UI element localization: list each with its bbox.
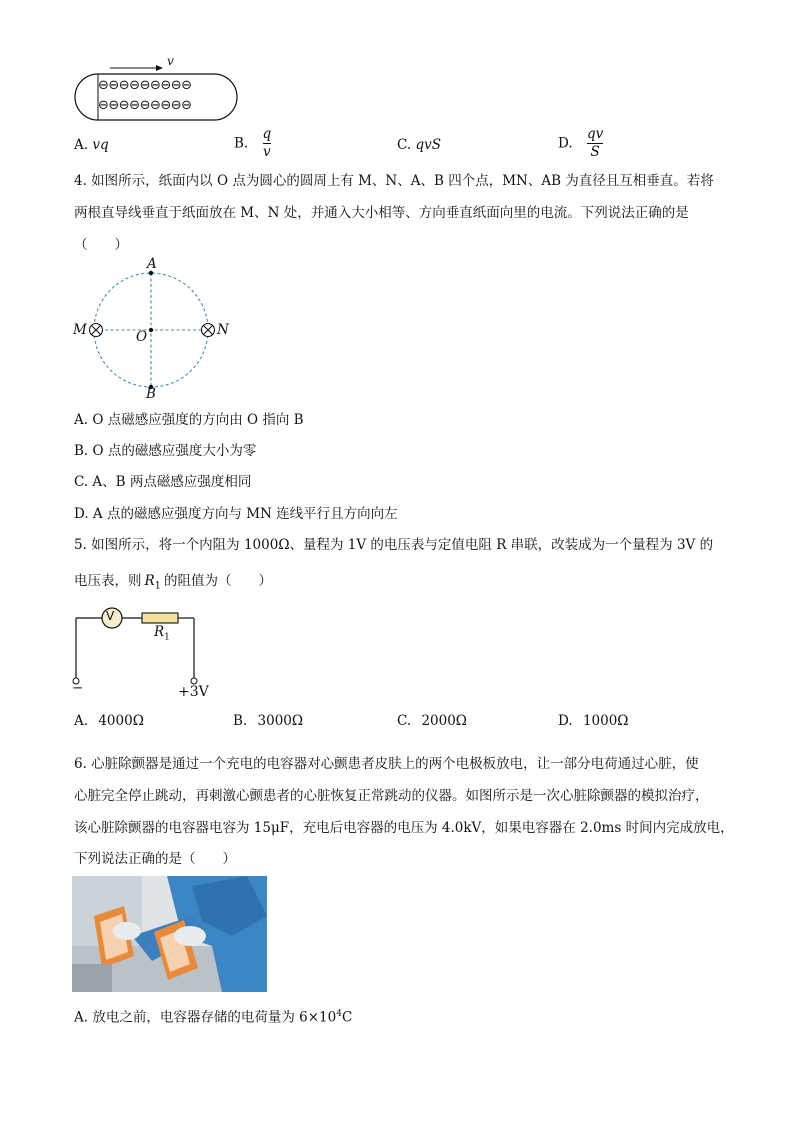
q4-stem-line-1: 4. 如图所示，纸面内以 O 点为圆心的圆周上有 M、N、A、B 四个点，MN、AB 为直径且互相垂直。若将 <box>74 173 714 189</box>
denominator: v <box>263 144 271 160</box>
q5-r1-symbol: R <box>144 573 155 589</box>
q4-option-b[interactable]: B. O 点的磁感应强度大小为零 <box>74 443 257 459</box>
point-label-b: B <box>146 386 156 402</box>
option-exponent: 4 <box>336 1009 342 1019</box>
fraction <box>587 127 603 160</box>
negative-terminal-label: − <box>72 680 84 696</box>
option-label: B. <box>234 135 249 152</box>
q6-defibrillator-photo <box>72 876 267 992</box>
q5-circuit-figure <box>66 600 226 706</box>
option-label: C. <box>397 713 412 729</box>
numerator: q <box>262 126 272 142</box>
point-label-n: N <box>217 322 229 338</box>
q4-circle-svg <box>70 256 240 404</box>
q5-option-c[interactable] <box>397 712 467 730</box>
q6-stem-line-1: 6. 心脏除颤器是通过一个充电的电容器对心颤患者皮肤上的两个电极板放电，让一部分电荷通过心脏，使 <box>74 756 699 772</box>
q4-stem-line-3: （ ） <box>74 237 128 253</box>
option-label: A. <box>74 137 89 153</box>
q6-option-a[interactable] <box>74 1005 352 1027</box>
option-label: B. <box>233 713 248 729</box>
defibrillator-photo-svg <box>72 876 267 992</box>
option-text: 4000Ω <box>98 713 144 729</box>
fraction <box>263 127 272 160</box>
q6-stem-line-2: 心脏完全停止跳动，再刺激心颤患者的心脏恢复正常跳动的仪器。如图所示是一次心脏除颤器的模拟治疗， <box>74 788 709 804</box>
denominator: S <box>590 144 600 160</box>
q5-r1-subscript: 1 <box>154 580 162 592</box>
q4-option-a[interactable]: A. O 点磁感应强度的方向由 O 指向 B <box>74 412 304 428</box>
q5-stem-suffix: 的阻值为（ ） <box>164 573 273 589</box>
option-text: vq <box>92 137 109 153</box>
q5-option-d[interactable] <box>558 712 629 730</box>
q6-stem-line-4: 下列说法正确的是（ ） <box>74 851 236 867</box>
q3-conductor-svg <box>72 60 242 126</box>
q3-conductor-figure <box>72 54 242 126</box>
numerator: qv <box>586 126 604 142</box>
positive-terminal-label: +3V <box>178 684 209 700</box>
point-label-m: M <box>73 322 87 338</box>
option-text: 3000Ω <box>257 713 304 729</box>
option-label: D. <box>558 135 573 152</box>
q4-option-d[interactable]: D. A 点的磁感应强度方向与 MN 连线平行且方向向左 <box>74 506 398 522</box>
q5-stem-line-1: 5. 如图所示，将一个内阻为 1000Ω、量程为 1V 的电压表与定值电阻 R 串联，改装成为一个量程为 3V 的 <box>74 537 714 553</box>
option-label: C. <box>397 137 412 153</box>
option-text: A. 放电之前，电容器存储的电荷量为 6×10 <box>74 1009 337 1026</box>
option-unit: C <box>341 1009 353 1026</box>
option-label: A. <box>74 713 89 729</box>
point-label-a: A <box>147 256 157 272</box>
q3-option-b[interactable] <box>234 127 271 160</box>
q3-option-a[interactable] <box>74 136 109 154</box>
q4-circle-figure <box>70 256 240 404</box>
resistor-label: $R_1$ <box>154 624 170 643</box>
q5-option-a[interactable] <box>74 712 144 730</box>
q4-option-c[interactable]: C. A、B 两点磁感应强度相同 <box>74 474 252 490</box>
q3-option-c[interactable] <box>397 136 441 154</box>
option-text: qvS <box>415 137 441 153</box>
q5-option-b[interactable] <box>233 712 303 730</box>
q5-stem-prefix: 电压表，则 <box>74 573 142 589</box>
q5-stem-line-2 <box>74 572 272 596</box>
q6-stem-line-3: 该心脏除颤器的电容器电容为 15μF，充电后电容器的电压为 4.0kV，如果电容器在 2.0ms 时间内完成放电， <box>74 820 734 836</box>
voltmeter-label: V <box>106 609 115 623</box>
option-text: 1000Ω <box>582 713 629 729</box>
point-label-o: O <box>136 329 148 345</box>
q3-velocity-label: v <box>167 54 174 68</box>
option-text: 2000Ω <box>421 713 467 729</box>
q4-stem-line-2: 两根直导线垂直于纸面放在 M、N 处，并通入大小相等、方向垂直纸面向里的电流。下列说法正确的是 <box>74 205 689 221</box>
q3-charge-row-2: ⊖⊖⊖⊖⊖⊖⊖⊖⊖ <box>98 98 192 113</box>
option-label: D. <box>558 713 573 729</box>
q3-charge-row-1: ⊖⊖⊖⊖⊖⊖⊖⊖⊖ <box>98 78 192 93</box>
q3-option-d[interactable] <box>558 127 603 160</box>
